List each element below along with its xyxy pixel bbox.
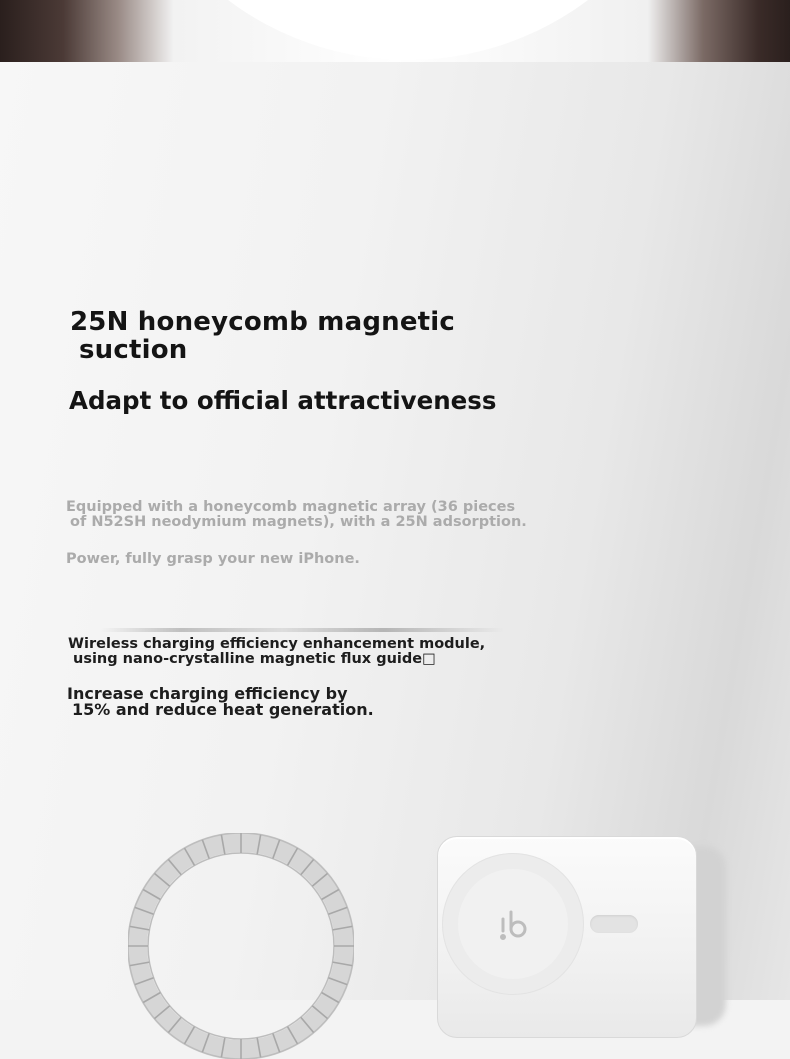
headline-line-2: suction: [79, 335, 188, 365]
charger-indicator-slot: [590, 915, 638, 933]
top-product-arc: [108, 0, 708, 60]
feature-line-1: Wireless charging efficiency enhancement module,: [68, 636, 486, 652]
feature-line-2: using nano-crystalline magnetic flux guide□: [73, 651, 436, 667]
qi-logo-icon: [492, 905, 532, 945]
feature-line-3: Increase charging efficiency by: [67, 684, 348, 703]
headline-line-1: 25N honeycomb magnetic: [70, 307, 456, 337]
decorative-streak: [100, 628, 505, 632]
headline-subtitle: Adapt to official attractiveness: [69, 386, 497, 415]
description-line-1: Equipped with a honeycomb magnetic array (36 pieces: [66, 499, 516, 515]
feature-line-4: 15% and reduce heat generation.: [72, 700, 374, 719]
top-product-band: [0, 0, 790, 62]
description-line-2: of N52SH neodymium magnets), with a 25N adsorption.: [70, 514, 527, 530]
description-line-3: Power, fully grasp your new iPhone.: [66, 551, 360, 567]
magnet-ring-icon: [128, 833, 354, 1059]
